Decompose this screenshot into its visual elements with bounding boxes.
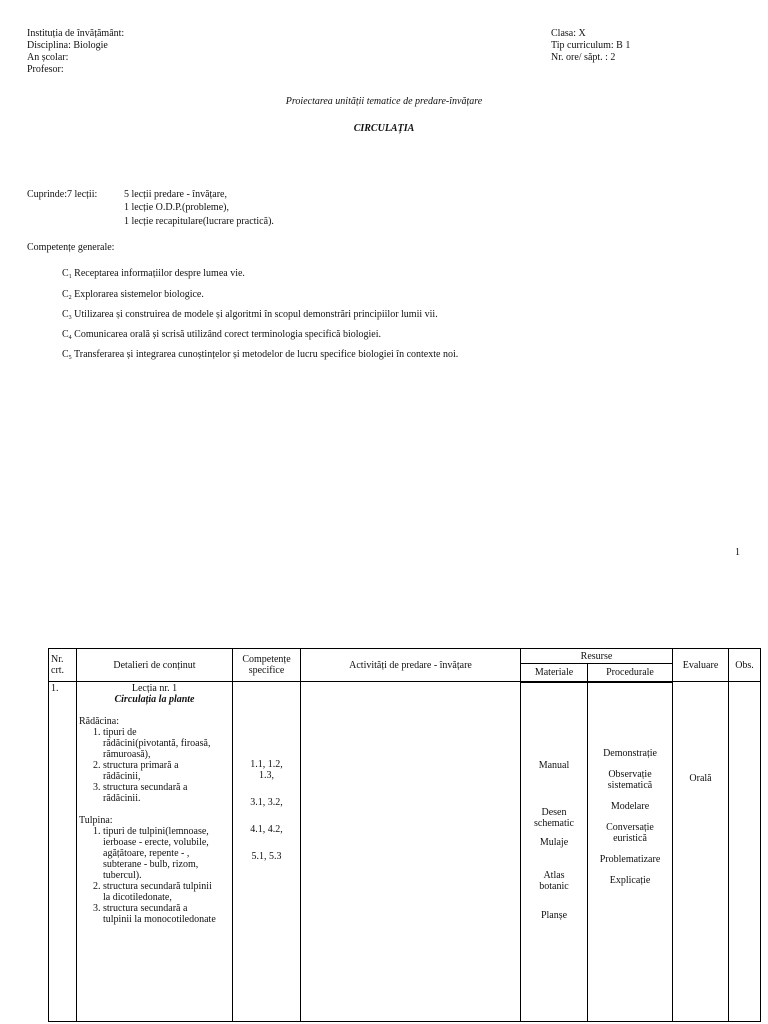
lesson-number: Lecția nr. 1 bbox=[131, 683, 178, 694]
row-number: 1. bbox=[49, 682, 77, 1022]
procedure-item: Explicație bbox=[609, 874, 651, 886]
competence-code: 1.1, 1.2, bbox=[250, 759, 283, 770]
competence-code: 5.1, 5.3 bbox=[251, 851, 282, 862]
header-curriculum: Tip curriculum: B 1 bbox=[551, 40, 631, 51]
header-content-details: Detalieri de conținut bbox=[77, 649, 233, 682]
lessons-label: Cuprinde:7 lecții: bbox=[27, 189, 98, 200]
procedure-item: Problematizare bbox=[599, 853, 661, 865]
stem-item: 1. tipuri de tulpini(lemnoase, ierboase - erecte, volubile, agățătoare, repente - , subterane - bulb, rizom, tubercul). bbox=[103, 826, 218, 881]
lessons-line: 1 lecție O.D.P.(probleme), bbox=[124, 202, 229, 213]
header-specific-competences: Competențe specifice bbox=[233, 649, 301, 682]
competence-item: $C_2$ Explorarea sistemelor biologice. bbox=[62, 289, 204, 301]
header-school-year: An școlar: bbox=[27, 52, 69, 63]
competence-code: 4.1, 4.2, bbox=[250, 824, 283, 835]
competence-code: 1.3, bbox=[259, 770, 274, 781]
activities-cell bbox=[301, 682, 521, 1022]
material-item: Mulaje bbox=[539, 836, 569, 848]
header-teacher: Profesor: bbox=[27, 64, 64, 75]
material-item: Manual bbox=[538, 759, 570, 771]
content-details-cell bbox=[77, 682, 233, 1022]
lessons-line: 1 lecție recapitulare(lucrare practică). bbox=[124, 216, 274, 227]
competence-code: 3.1, 3.2, bbox=[250, 797, 283, 808]
header-activities: Activități de predare - învățare bbox=[301, 649, 521, 682]
procedure-item: Observație sistematică bbox=[607, 768, 653, 791]
evaluation-value: Orală bbox=[689, 773, 712, 784]
material-item: Planșe bbox=[540, 909, 568, 921]
header-discipline: Disciplina: Biologie bbox=[27, 40, 108, 51]
header-materials: Materiale bbox=[521, 664, 588, 682]
unit-title: CIRCULAȚIA bbox=[353, 123, 415, 134]
competence-item: $C_5$ Transferarea și integrarea cunoștințelor și metodelor de lucru specifice biologiei în contexte noi. bbox=[62, 349, 459, 361]
lessons-line: 5 lecții predare - învățare, bbox=[124, 189, 227, 200]
header-class: Clasa: X bbox=[551, 28, 586, 39]
page-number: 1 bbox=[735, 547, 740, 558]
material-item: Desen schematic bbox=[534, 806, 574, 829]
materials-cell bbox=[521, 682, 588, 1022]
procedure-item: Conversație euristică bbox=[606, 821, 654, 844]
stem-item: 3. structura secundară a tulpinii la monocotiledonate bbox=[103, 903, 218, 925]
competences-cell bbox=[233, 682, 301, 1022]
header-institution: Instituția de învățământ: bbox=[27, 28, 125, 39]
header-observations: Obs. bbox=[729, 649, 761, 682]
procedures-cell bbox=[588, 682, 673, 1022]
document-title: Proiectarea unității tematice de predare-învățare bbox=[285, 96, 483, 107]
stem-item: 2. structura secundară tulpinii la dicotiledonate, bbox=[103, 881, 218, 903]
stem-label: Tulpina: bbox=[79, 815, 113, 826]
material-item: Atlas botanic bbox=[539, 869, 569, 892]
header-resources: Resurse bbox=[521, 649, 673, 664]
root-item: 1. tipuri de rădăcini(pivotantă, firoasă, rămuroasă), bbox=[103, 727, 213, 760]
header-hours: Nr. ore/ săpt. : 2 bbox=[551, 52, 616, 63]
procedure-item: Demonstrație bbox=[603, 747, 657, 759]
procedure-item: Modelare bbox=[610, 800, 650, 812]
root-item: 2. structura primară a rădăcinii, bbox=[103, 760, 213, 782]
header-nr: Nr. crt. bbox=[49, 649, 77, 682]
competence-item: $C_4$ Comunicarea orală și scrisă utilizând corect terminologia specifică biologiei. bbox=[62, 329, 382, 341]
general-competences-label: Competențe generale: bbox=[27, 242, 115, 253]
lesson-title: Circulația la plante bbox=[114, 694, 195, 705]
root-item: 3. structura secundară a rădăcinii. bbox=[103, 782, 213, 804]
lesson-plan-table bbox=[48, 648, 761, 1022]
competence-item: $C_3$ Utilizarea și construirea de modele și algoritmi în scopul demonstrări principiilor lumii vii. bbox=[62, 309, 438, 321]
competence-item: $C_1$ Receptarea informațiilor despre lumea vie. bbox=[62, 268, 245, 280]
root-label: Rădăcina: bbox=[79, 716, 119, 727]
evaluation-cell bbox=[673, 682, 729, 1022]
header-procedures: Procedurale bbox=[588, 664, 673, 682]
header-evaluation: Evaluare bbox=[673, 649, 729, 682]
observations-cell bbox=[729, 682, 761, 1022]
